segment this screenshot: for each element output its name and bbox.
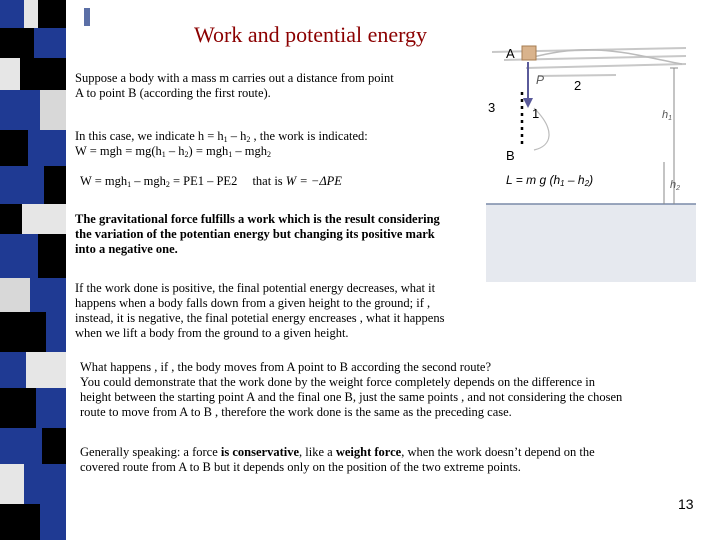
label-h2: h2: [670, 179, 681, 192]
conclusion-paragraph: Generally speaking: a force is conservative, like a weight force, when the work doesn’t depend on the covered route from A to B but it depends only on the position of the two extreme points.: [80, 445, 595, 474]
label-route-2: 2: [574, 78, 582, 93]
second-route-paragraph: What happens , if , the body moves from A point to B according the second route? You could demonstrate that the work done by the weight force completely depends on the difference in height between the starting point A and the final one B, just the same points , and not considering the chosen route to move from A to B , therefore the work done is the same as the preceding case.: [80, 360, 623, 419]
height-definition: [75, 129, 368, 159]
conservative-statement: The gravitational force fulfills a work which is the result considering the variation of the potentian energy but changing its positive mark into a negative one.: [75, 212, 440, 256]
label-route-1: 1: [532, 106, 540, 121]
label-p: P: [536, 73, 545, 87]
slide-title: Work and potential energy: [194, 22, 428, 47]
ground: [486, 204, 696, 282]
decorative-stripe: [0, 0, 66, 540]
routes-diagram: [486, 42, 696, 282]
intro-line-1: Suppose a body with a mass m carries out a distance from point: [75, 71, 394, 85]
sign-explanation: If the work done is positive, the final potential energy decreases, what it happens when a body falls down from a given height to the ground; if , instead, it is negative, the final potetial energy encreases , what it happens when we lift a body from the ground to a given height.: [75, 281, 445, 340]
mass-block: [522, 46, 536, 60]
height-line: In this case, we indicate $h = h_1 - h_2$ , the work is indicated:: [75, 129, 368, 144]
energy-equation: W = mgh$_1$ – mgh$_2$ = PE1 – PE2 that is W = −ΔPE: [80, 174, 342, 189]
intro-line-2: A to point B (according the first route).: [75, 86, 271, 100]
intro-paragraph: [75, 71, 394, 101]
work-equation: W = mgh = $mg(h_1 - h_2) = mgh_1 - mgh_2$: [75, 144, 271, 159]
label-route-3: 3: [488, 100, 496, 115]
routes-figure: [486, 42, 696, 282]
delta-pe-formula: W = −ΔPE: [285, 174, 342, 188]
figure-formula: L = m g (h1 – h2): [506, 173, 594, 188]
label-h1: h1: [662, 109, 673, 122]
page-number: 13: [678, 496, 694, 512]
label-a: A: [506, 46, 515, 61]
label-b: B: [506, 148, 515, 163]
accent-bar: [84, 8, 90, 26]
